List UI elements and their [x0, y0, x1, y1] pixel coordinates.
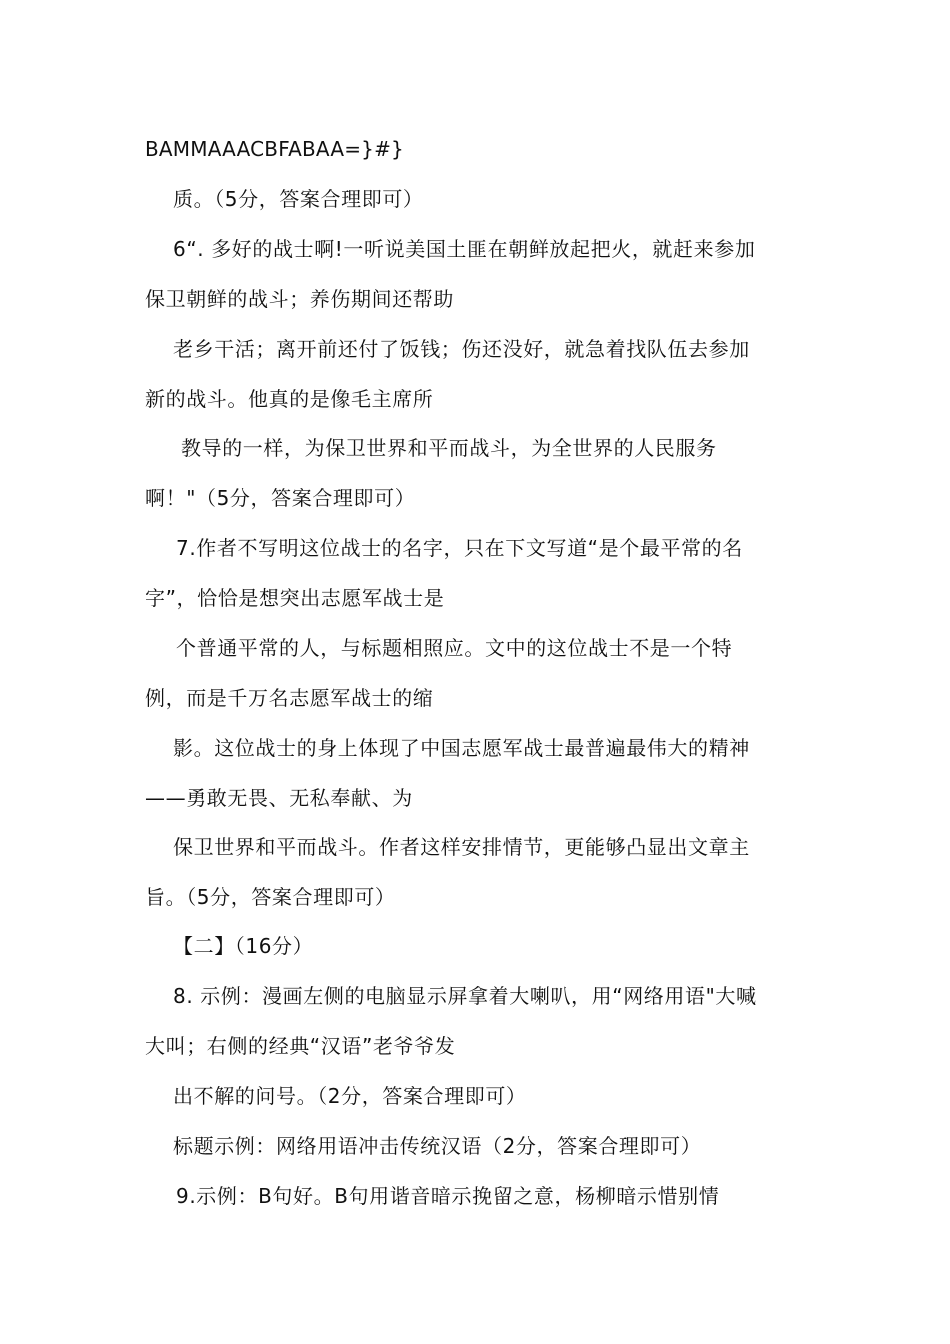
- text-line: 旨。（5分，答案合理即可）: [145, 885, 396, 909]
- text-line: ——勇敢无畏、无私奉献、为: [145, 786, 413, 810]
- text-line-item-9: 9.示例：B句好。B句用谐音暗示挽留之意，杨柳暗示惜别情: [176, 1184, 720, 1208]
- text-line: 大叫；右侧的经典“汉语”老爷爷发: [145, 1034, 456, 1058]
- text-line: 啊！"（5分，答案合理即可）: [145, 486, 416, 510]
- text-line: 保卫世界和平而战斗。作者这样安排情节，更能够凸显出文章主: [173, 835, 750, 859]
- text-line: 个普通平常的人，与标题相照应。文中的这位战士不是一个特: [176, 636, 733, 660]
- text-line: 保卫朝鲜的战斗；养伤期间还帮助: [145, 287, 454, 311]
- text-line: 字”，恰恰是想突出志愿军战士是: [145, 586, 445, 610]
- text-line-answer-key: BAMMAAACBFABAA=}#}: [145, 137, 404, 161]
- text-line: 例，而是千万名志愿军战士的缩: [145, 686, 434, 710]
- text-line: 老乡干活；离开前还付了饭钱；伤还没好，就急着找队伍去参加: [173, 337, 750, 361]
- text-line: 影。这位战士的身上体现了中国志愿军战士最普遍最伟大的精神: [173, 736, 750, 760]
- text-line: 质。（5分，答案合理即可）: [173, 187, 424, 211]
- text-line-title-example: 标题示例：网络用语冲击传统汉语（2分，答案合理即可）: [173, 1134, 702, 1158]
- text-line-item-8: 8. 示例：漫画左侧的电脑显示屏拿着大喇叭，用“网络用语"大喊: [173, 984, 757, 1008]
- text-line-item-7: 7.作者不写明这位战士的名字，只在下文写道“是个最平常的名: [176, 536, 743, 560]
- text-line-item-6: 6“. 多好的战士啊!一听说美国土匪在朝鲜放起把火，就赶来参加: [173, 237, 756, 261]
- text-line: 出不解的问号。（2分，答案合理即可）: [173, 1084, 527, 1108]
- section-heading: 【二】（16分）: [173, 934, 314, 958]
- text-line: 教导的一样，为保卫世界和平而战斗，为全世界的人民服务: [181, 436, 717, 460]
- text-line: 新的战斗。他真的是像毛主席所: [145, 387, 434, 411]
